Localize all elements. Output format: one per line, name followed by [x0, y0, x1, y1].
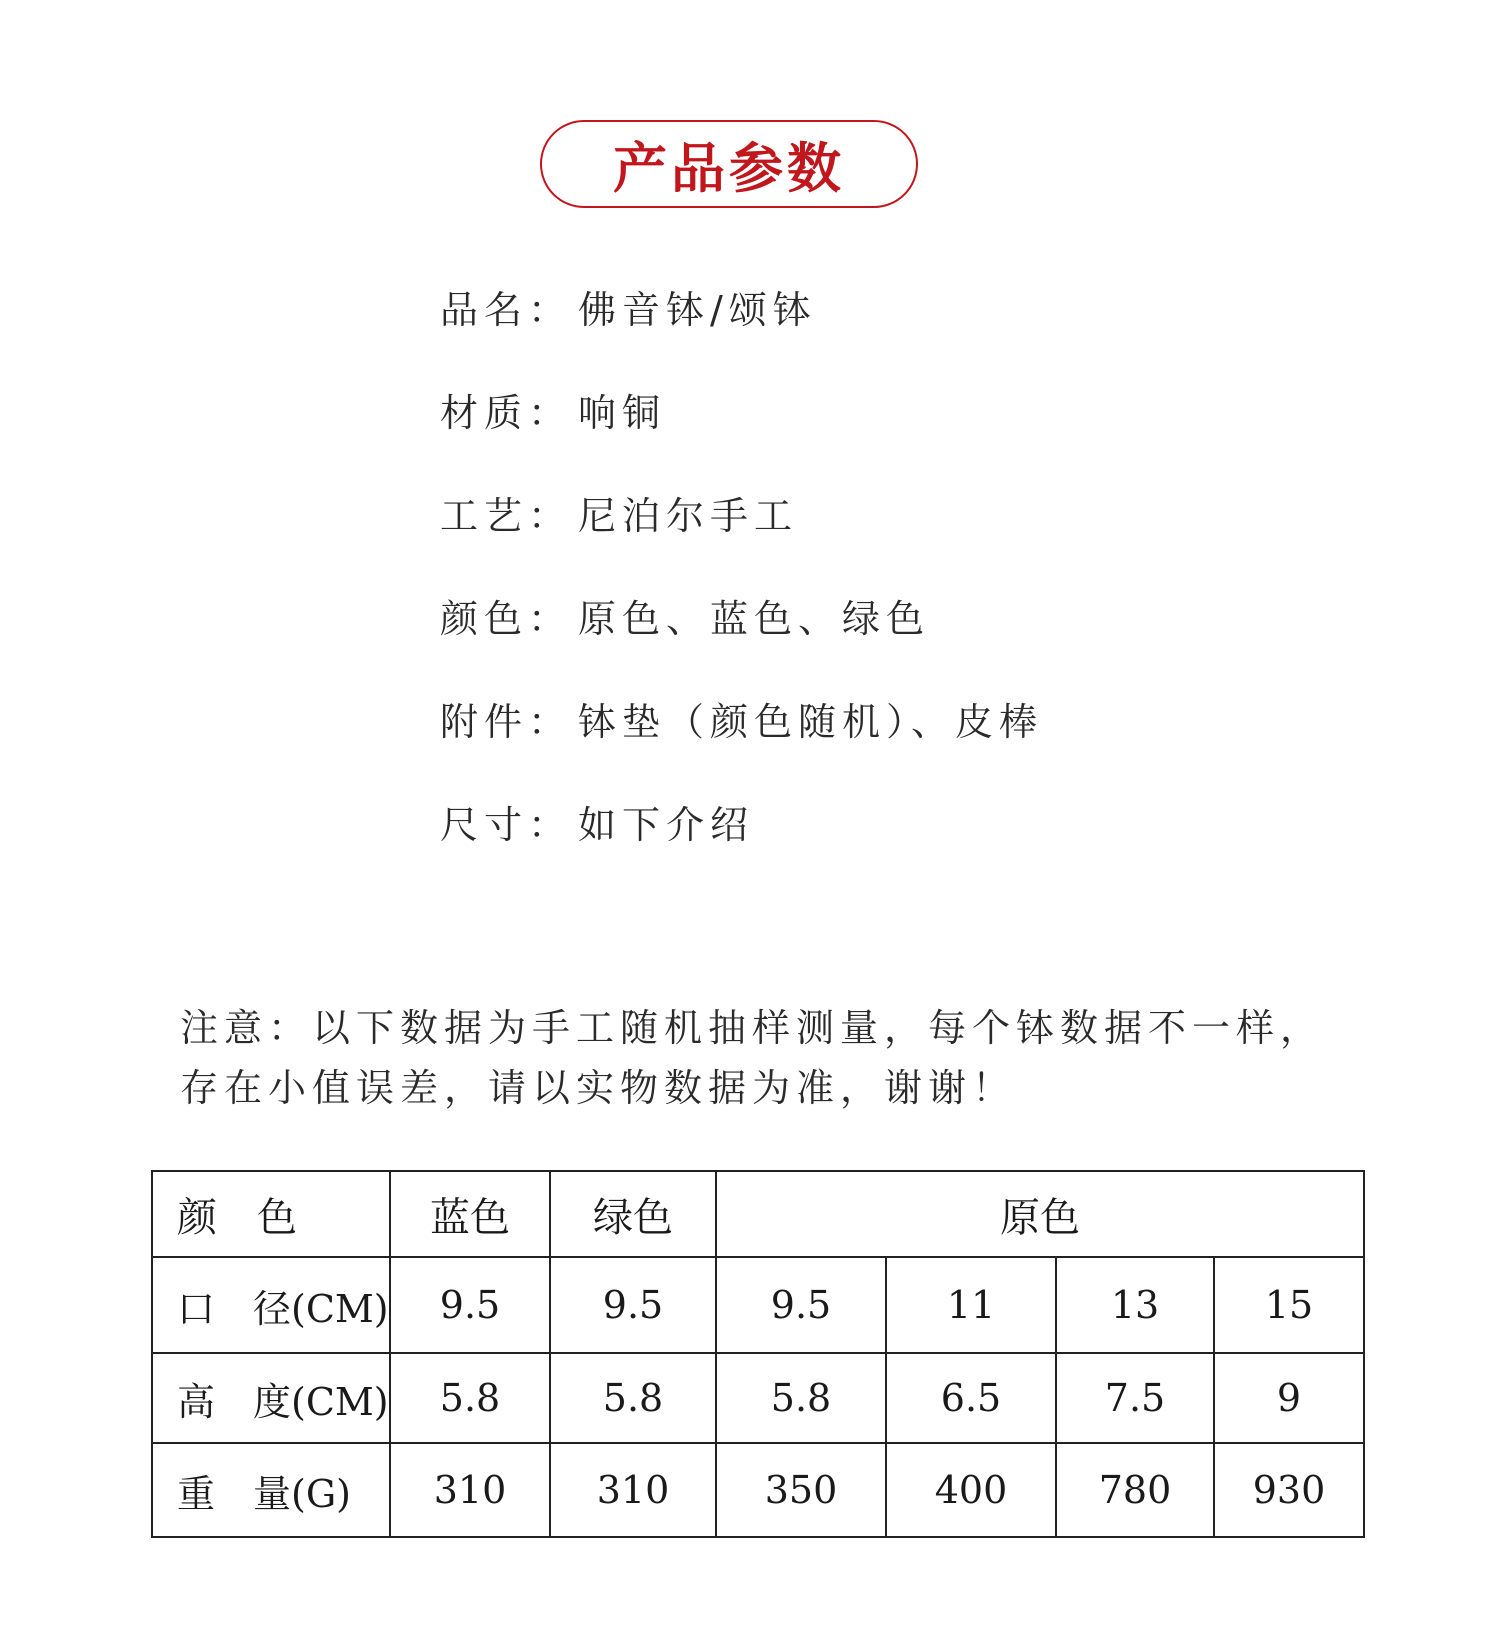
spec-row-craft — [440, 484, 798, 540]
table-cell: 13 — [1056, 1257, 1214, 1353]
section-title: 产品参数 — [613, 136, 845, 200]
table-row-header: 口 径(CM) — [152, 1257, 390, 1353]
table-cell: 400 — [886, 1443, 1056, 1537]
table-cell: 310 — [390, 1443, 550, 1537]
table-row-header: 高 度(CM) — [152, 1353, 390, 1443]
spec-label: 材质： — [440, 390, 573, 435]
column-header-blue: 蓝色 — [390, 1171, 550, 1257]
section-title-badge — [540, 120, 918, 208]
table-cell: 5.8 — [716, 1353, 886, 1443]
table-cell: 5.8 — [390, 1353, 550, 1443]
table-cell: 310 — [550, 1443, 716, 1537]
table-cell: 930 — [1214, 1443, 1364, 1537]
table-cell: 350 — [716, 1443, 886, 1537]
measurement-notice — [180, 998, 1360, 1118]
table-row-height — [152, 1353, 1364, 1443]
table-cell: 7.5 — [1056, 1353, 1214, 1443]
table-cell: 11 — [886, 1257, 1056, 1353]
spec-label: 颜色： — [440, 596, 573, 641]
spec-row-size — [440, 793, 754, 849]
table-row-weight — [152, 1443, 1364, 1537]
table-row-diameter — [152, 1257, 1364, 1353]
column-header-original: 原色 — [716, 1171, 1364, 1257]
table-row-header: 颜 色 — [152, 1171, 390, 1257]
table-cell: 6.5 — [886, 1353, 1056, 1443]
spec-row-accessories — [440, 690, 1043, 746]
table-cell: 780 — [1056, 1443, 1214, 1537]
table-cell: 9.5 — [716, 1257, 886, 1353]
spec-value: 钵垫（颜色随机）、皮棒 — [578, 699, 1044, 744]
table-row-header: 重 量(G) — [152, 1443, 390, 1537]
table-cell: 15 — [1214, 1257, 1364, 1353]
table-header-row — [152, 1171, 1364, 1257]
spec-label: 尺寸： — [440, 802, 573, 847]
spec-value: 响铜 — [578, 390, 667, 435]
spec-value: 原色、蓝色、绿色 — [578, 596, 931, 641]
spec-row-color — [440, 587, 930, 643]
spec-label: 工艺： — [440, 493, 573, 538]
spec-row-material — [440, 381, 666, 437]
spec-value: 如下介绍 — [578, 802, 755, 847]
spec-value: 佛音钵/颂钵 — [578, 287, 817, 332]
notice-line: 存在小值误差，请以实物数据为准，谢谢！ — [180, 1066, 1017, 1110]
notice-line: 注意：以下数据为手工随机抽样测量，每个钵数据不一样， — [180, 1006, 1325, 1050]
spec-label: 品名： — [440, 287, 573, 332]
table-cell: 9.5 — [390, 1257, 550, 1353]
table-cell: 9.5 — [550, 1257, 716, 1353]
spec-value: 尼泊尔手工 — [578, 493, 799, 538]
table-cell: 5.8 — [550, 1353, 716, 1443]
spec-label: 附件： — [440, 699, 573, 744]
dimensions-table — [151, 1170, 1365, 1538]
column-header-green: 绿色 — [550, 1171, 716, 1257]
table-cell: 9 — [1214, 1353, 1364, 1443]
spec-row-name — [440, 278, 817, 334]
